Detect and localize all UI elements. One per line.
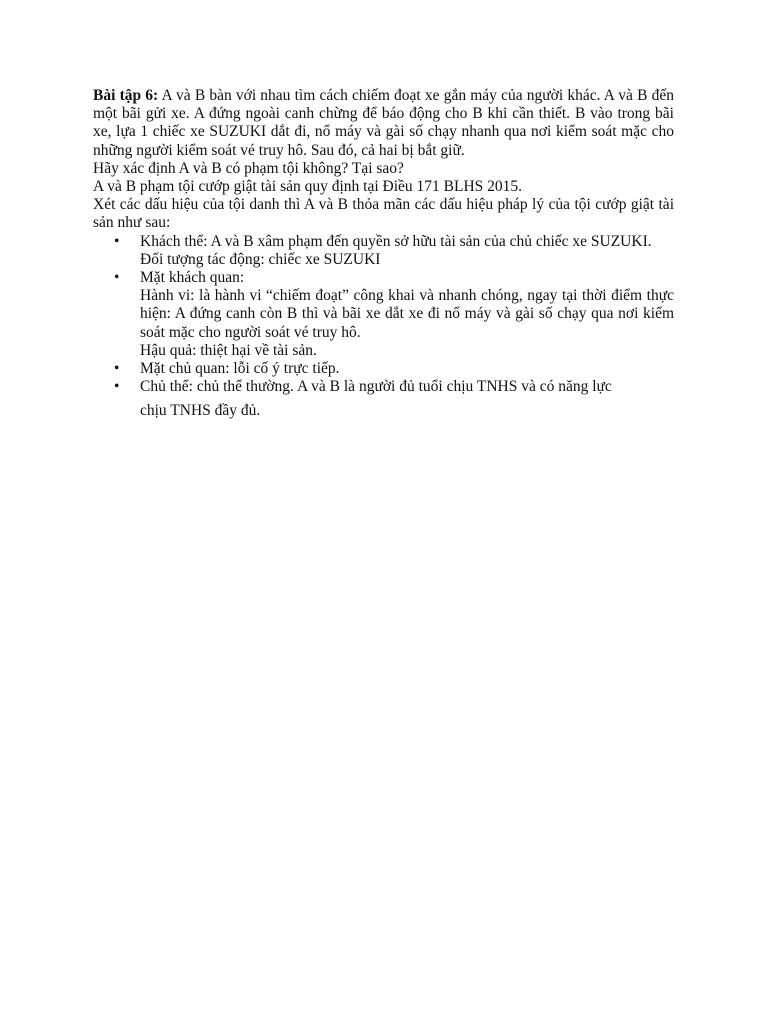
exercise-answer: A và B phạm tội cướp giật tài sản quy định tại Điều 171 BLHS 2015. (93, 178, 523, 196)
list-item-title: Khách thể: A và B xâm phạm đến quyền sở hữu tài sản của chủ chiếc xe SUZUKI. (140, 232, 652, 250)
list-item-line: Hành vi: là hành vi “chiếm đoạt” công khai và nhanh chóng, ngay tại thời điểm thực hiện: A đứng canh còn B thì và bãi xe dắt xe đi nổ máy và gài số chạy qua nơi kiểm soát mặc cho người soát vé truy hô. (140, 287, 674, 341)
exercise-problem-paragraph (93, 87, 674, 160)
list-item-objective-side (114, 269, 674, 360)
legal-elements-list (93, 233, 674, 421)
list-item-title: Mặt khách quan: (140, 269, 245, 287)
document-page (93, 87, 674, 421)
exercise-problem-text: A và B bàn với nhau tìm cách chiếm đoạt xe gắn máy của người khác. A và B đến một bãi gửi xe. A đứng ngoài canh chừng để báo động cho B khi cần thiết. B vào trong bãi xe, lựa 1 chiếc xe SUZUKI dắt đi, nổ máy và gài số chạy nhanh qua nơi kiểm soát mặc cho những người kiểm soát vé truy hô. Sau đó, cả hai bị bắt giữ. (93, 87, 674, 159)
bullet-icon: • (114, 269, 120, 287)
list-item-line: Đối tượng tác động: chiếc xe SUZUKI (140, 250, 381, 268)
exercise-question: Hãy xác định A và B có phạm tội không? Tại sao? (93, 159, 404, 177)
list-item-title: Mặt chủ quan: lỗi cố ý trực tiếp. (140, 360, 340, 378)
exercise-heading: Bài tập 6: (93, 87, 159, 104)
bullet-icon: • (114, 232, 120, 250)
exercise-intro: Xét các dấu hiệu của tội danh thì A và B thỏa mãn các dấu hiệu pháp lý của tội cướp giật tài sản như sau: (93, 196, 674, 232)
list-item-subject (114, 378, 674, 420)
list-item-object (114, 232, 674, 269)
list-item-line: Hậu quả: thiệt hại về tài sản. (140, 341, 317, 359)
list-item-title: Chủ thể: chủ thể thường. A và B là người đủ tuổi chịu TNHS và có năng lực (140, 378, 612, 396)
bullet-icon: • (114, 360, 120, 378)
list-item-line: chịu TNHS đầy đủ. (140, 402, 261, 420)
bullet-icon: • (114, 378, 120, 396)
list-item-subjective-side (114, 360, 674, 378)
